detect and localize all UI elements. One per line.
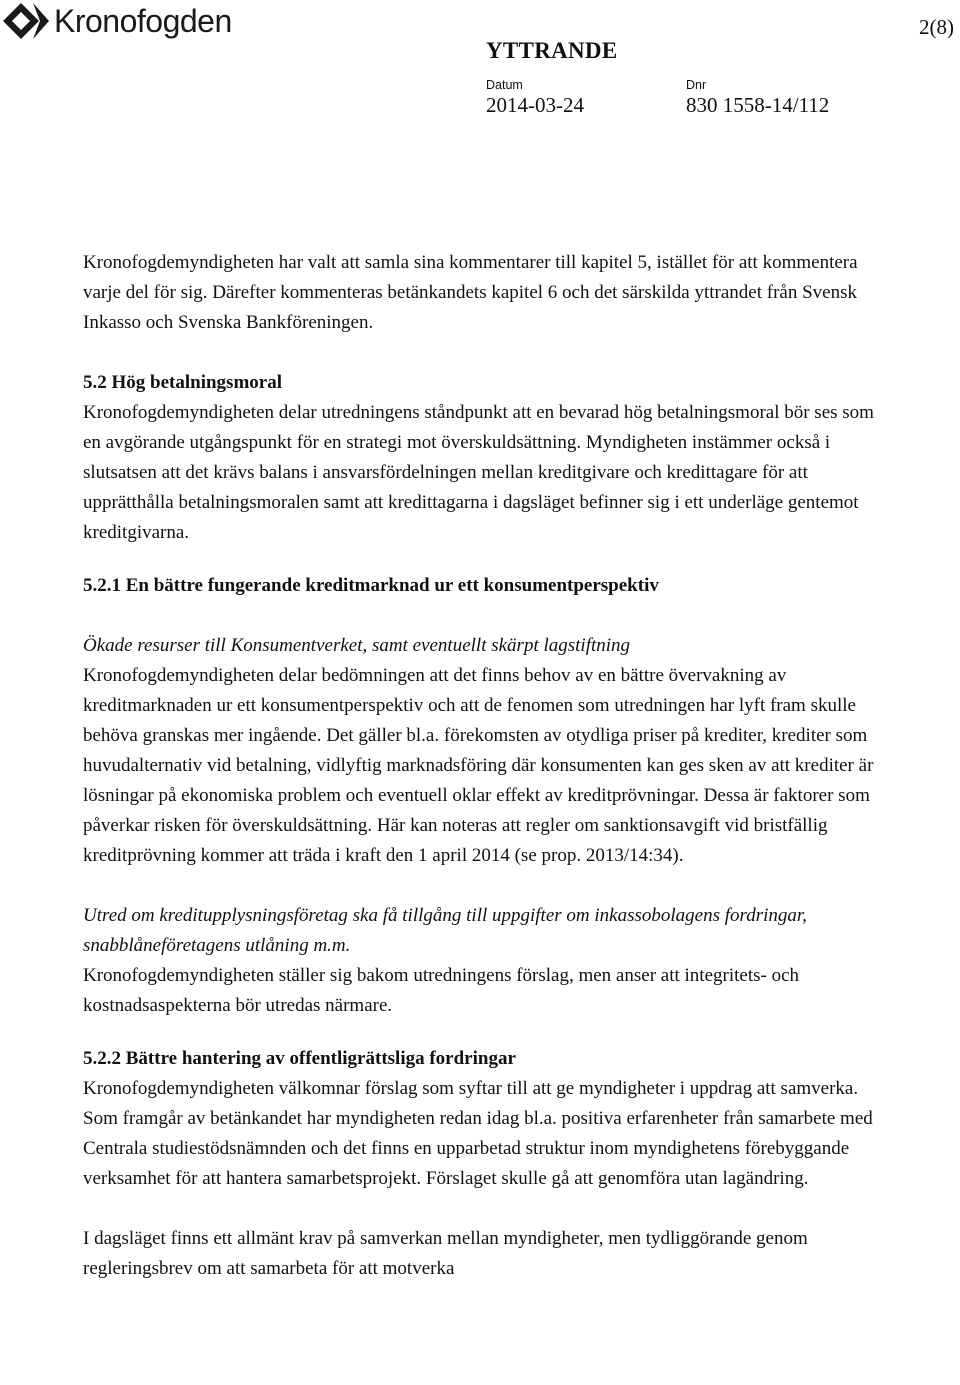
dnr-label: Dnr xyxy=(686,78,707,92)
kronofogden-logo xyxy=(2,2,232,40)
final-paragraph: I dagsläget finns ett allmänt krav på samverkan mellan myndigheter, men tydliggörande genom regleringsbrev om att samarbeta för att motverka xyxy=(83,1228,808,1279)
section-text-5-2-2: Kronofogdemyndigheten välkomnar förslag som syftar till att ge myndigheter i uppdrag att samverka. Som framgår av betänkandet har myndigheten redan idag bl.a. positiva erfarenheter från samarbete med Centrala studiestödsnämnden och det finns en upparbetad struktur inom myndighetens förebyggande verksamhet för att hantera samarbetsprojekt. Förslaget skulle gå att genomföra utan lagändring. xyxy=(83,1078,873,1189)
dnr-value: 830 1558-14/112 xyxy=(686,93,830,117)
section-text-5-2: Kronofogdemyndigheten delar utredningens ståndpunkt att en bevarad hög betalningsmoral bör ses som en avgörande utgångspunkt för en strategi mot överskuldsättning. Myndigheten instämmer också i slutsatsen att det krävs balans i ansvarsfördelningen mellan kreditgivare och kredittagare för att upprätthålla betalningsmoralen samt att kredittagarna i dagsläget befinner sig i ett underläge gentemot kreditgivarna. xyxy=(83,402,874,543)
date-label: Datum xyxy=(486,78,523,92)
section-heading-5-2-1: 5.2.1 En bättre fungerande kreditmarknad ur ett konsumentperspektiv xyxy=(83,575,659,596)
subsection-text-konsumentverket: Kronofogdemyndigheten delar bedömningen att det finns behov av en bättre övervakning av kreditmarknaden ur ett konsumentperspektiv och att de fenomen som utredningen har lyft fram skulle behöva granskas mer ingående. Det gäller bl.a. förekomsten av otydliga priser på krediter, krediter som huvudalternativ vid betalning, vidlyftig marknadsföring där konsumenten kan ges sken av att krediter är lösningar på ekonomiska problem och eventuell oklar effekt av kreditprövningar. Dessa är faktorer som påverkar risken för överskuldsättning. Här kan noteras att regler om sanktionsavgift vid bristfällig kreditprövning kommer att träda i kraft den 1 april 2014 (se prop. 2013/14:34). xyxy=(83,665,874,866)
section-heading-5-2: 5.2 Hög betalningsmoral xyxy=(83,372,282,393)
page-number: 2(8) xyxy=(919,15,954,39)
intro-paragraph: Kronofogdemyndigheten har valt att samla sina kommentarer till kapitel 5, istället för att kommentera varje del för sig. Därefter kommenteras betänkandets kapitel 6 och det särskilda yttrandet från Svensk Inkasso och Svenska Bankföreningen. xyxy=(83,252,858,333)
document-body xyxy=(83,248,883,1284)
diamond-logo-icon xyxy=(2,2,50,40)
section-heading-5-2-2: 5.2.2 Bättre hantering av offentligrättsliga fordringar xyxy=(83,1048,516,1069)
subheading-kreditupplysning: Utred om kreditupplysningsföretag ska få tillgång till uppgifter om inkassobolagens fordringar, snabblåneföretagens utlåning m.m. xyxy=(83,905,807,956)
logo-text: Kronofogden xyxy=(54,3,232,39)
subsection-text-kreditupplysning: Kronofogdemyndigheten ställer sig bakom utredningens förslag, men anser att integritets- och kostnadsaspekterna bör utredas närmare. xyxy=(83,965,800,1016)
document-type: YTTRANDE xyxy=(486,38,618,63)
date-value: 2014-03-24 xyxy=(486,93,584,117)
subheading-konsumentverket: Ökade resurser till Konsumentverket, samt eventuellt skärpt lagstiftning xyxy=(83,635,631,656)
